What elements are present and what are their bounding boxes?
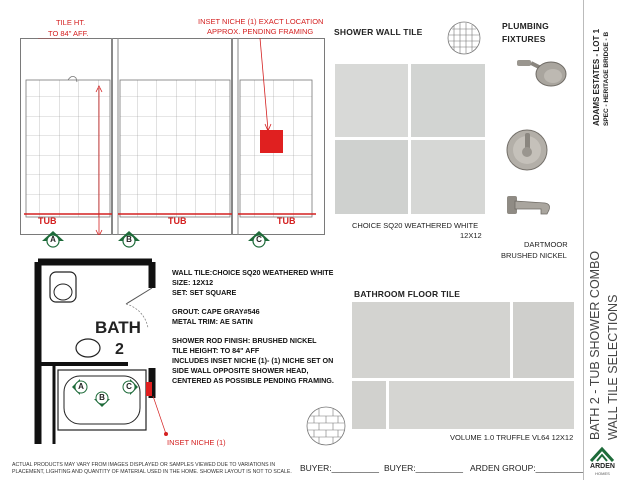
floor-tile-caption: VOLUME 1.0 TRUFFLE VL64 12X12: [450, 433, 574, 442]
room-label: BATH: [95, 318, 141, 337]
buyer-signature-1[interactable]: BUYER:__________: [300, 463, 379, 473]
elevation-marker-a-label: A: [50, 235, 56, 244]
tile-height-note-2: TO 84" AFF.: [48, 29, 89, 38]
tub-label-1: TUB: [38, 216, 57, 226]
tub-spout-icon: [505, 192, 553, 220]
tub-label-3: TUB: [277, 216, 296, 226]
plan-marker-a: [70, 378, 90, 396]
plumbing-caption-1: DARTMOOR: [524, 240, 568, 249]
spec-niche-2: SIDE WALL OPPOSITE SHOWER HEAD,: [172, 366, 309, 375]
shower-wall-tile-heading: SHOWER WALL TILE: [334, 27, 423, 37]
title-block-divider: [583, 0, 584, 480]
spec-niche-3: CENTERED AS POSSIBLE PENDING FRAMING.: [172, 376, 334, 385]
sheet-title-2: WALL TILE SELECTIONS: [606, 294, 620, 440]
shower-head-icon: [515, 52, 571, 92]
arden-group-signature[interactable]: ARDEN GROUP:__________: [470, 463, 583, 473]
buyer-signature-2[interactable]: BUYER:__________: [384, 463, 463, 473]
plan-marker-c: [120, 378, 140, 396]
sheet-title-1: BATH 2 - TUB SHOWER COMBO: [588, 250, 602, 440]
tub-label-2: TUB: [168, 216, 187, 226]
spec-tile-height: TILE HEIGHT: TO 84" AFF: [172, 346, 260, 355]
spec-rod-finish: SHOWER ROD FINISH: BRUSHED NICKEL: [172, 336, 317, 345]
plan-marker-c-label: C: [126, 382, 132, 391]
inset-niche: [260, 130, 283, 153]
elevation-marker-a: [41, 230, 65, 248]
shower-tile-caption-2: 12X12: [460, 231, 482, 240]
spec-set: SET: SET SQUARE: [172, 288, 237, 297]
project-title: ADAMS ESTATES - LOT 1: [592, 28, 601, 126]
niche-location-note-2: APPROX. PENDING FRAMING: [207, 27, 314, 36]
room-number: 2: [115, 341, 124, 358]
elevation-marker-c: [247, 230, 271, 248]
plan-marker-a-label: A: [78, 382, 84, 391]
elevation-marker-b-label: B: [126, 235, 132, 244]
square-grid-icon: [447, 21, 481, 55]
shower-wall-tile-swatch: [335, 64, 485, 214]
bath-floor-plan: [30, 258, 170, 448]
disclaimer: [12, 462, 292, 476]
disclaimer-line-2: PLACEMENT, LIGHTING AND QUANTITY OF MATERIAL USED IN THE HOME. SHOWER LAYOUT IS NOT TO SCALE.: [12, 469, 292, 475]
niche-location-note-1: INSET NICHE (1) EXACT LOCATION: [198, 17, 324, 26]
brand-name: ARDEN: [590, 463, 615, 470]
tile-height-note-1: TILE HT.: [56, 18, 86, 27]
plumbing-heading-2: FIXTURES: [502, 34, 546, 44]
valve-trim-icon: [505, 125, 549, 175]
spec-size: SIZE: 12X12: [172, 278, 214, 287]
elevation-marker-c-label: C: [256, 235, 262, 244]
plan-marker-b-label: B: [99, 393, 105, 402]
disclaimer-line-1: ACTUAL PRODUCTS MAY VARY FROM IMAGES DISPLAYED OR SAMPLES VIEWED DUE TO VARIATIONS IN: [12, 462, 276, 468]
arden-logo: [583, 443, 622, 480]
plumbing-heading-1: PLUMBING: [502, 21, 549, 31]
spec-wall-tile: WALL TILE:CHOICE SQ20 WEATHERED WHITE: [172, 268, 334, 277]
spec-title: SPEC - HERITAGE BRIDGE - B: [603, 31, 610, 126]
brick-pattern-icon: [305, 405, 347, 447]
plumbing-caption-2: BRUSHED NICKEL: [501, 251, 567, 260]
elevation-marker-b: [117, 230, 141, 248]
brand-subtitle: HOMES: [595, 471, 610, 476]
spec-grout: GROUT: CAPE GRAY#546: [172, 307, 260, 316]
plan-marker-b: [92, 390, 112, 408]
shower-elevation-drawing: [20, 38, 325, 235]
shower-tile-caption-1: CHOICE SQ20 WEATHERED WHITE: [352, 221, 479, 230]
spec-trim: METAL TRIM: AE SATIN: [172, 317, 253, 326]
tile-specifications: [172, 268, 334, 386]
floor-tile-heading: BATHROOM FLOOR TILE: [354, 289, 461, 299]
spec-niche-1: INCLUDES INSET NICHE (1)- (1) NICHE SET ON: [172, 356, 334, 365]
floor-tile-swatch: [352, 302, 574, 429]
plan-niche-label: INSET NICHE (1): [167, 438, 226, 447]
